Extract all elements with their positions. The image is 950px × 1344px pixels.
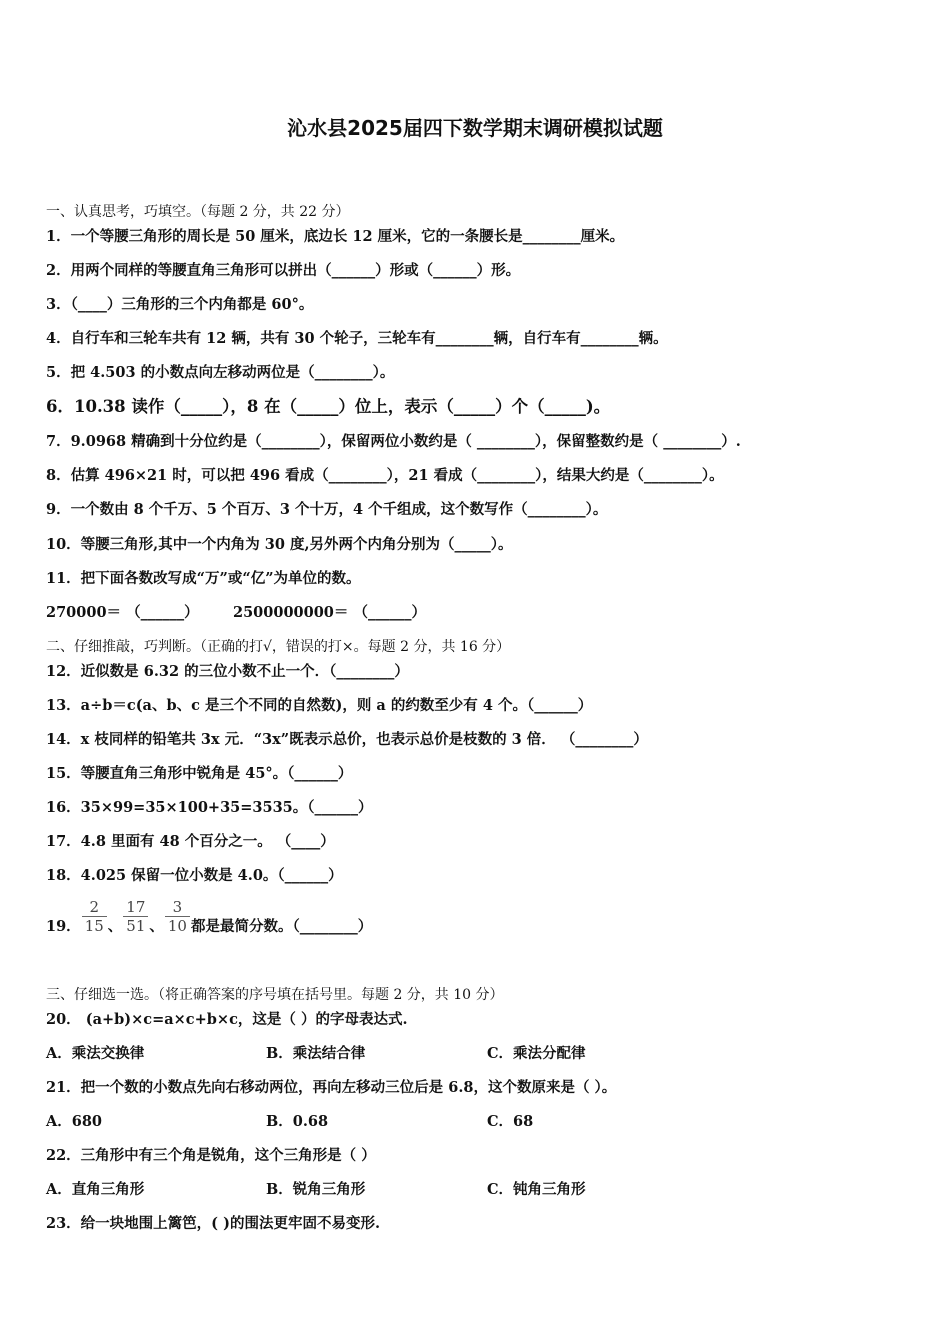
- question-16: 16．35×99=35×100+35=3535。（______）: [46, 799, 373, 816]
- question-19-number: 19．: [46, 918, 81, 935]
- option-c: C．乘法分配律: [487, 1045, 586, 1062]
- option-b: B．锐角三角形: [266, 1181, 366, 1198]
- fraction: [82, 898, 107, 935]
- fraction-numerator: 17: [123, 898, 148, 917]
- question-11-a: 270000＝ （______）: [46, 604, 199, 621]
- section3-header: 三、仔细选一选。（将正确答案的序号填在括号里。每题 2 分，共 10 分）: [46, 987, 504, 1003]
- question-9: 9．一个数由 8 个千万、5 个百万、3 个十万，4 个千组成，这个数写作（________）。: [46, 501, 608, 518]
- fraction-denominator: 10: [167, 917, 187, 935]
- option-b: B．0.68: [266, 1113, 329, 1130]
- question-11: 11．把下面各数改写成“万”或“亿”为单位的数。: [46, 570, 361, 587]
- fraction-denominator: 15: [84, 917, 104, 935]
- question-21: 21．把一个数的小数点先向右移动两位，再向左移动三位后是 6.8，这个数原来是（ ）。: [46, 1079, 617, 1096]
- option-b: B．乘法结合律: [266, 1045, 366, 1062]
- question-8: 8．估算 496×21 时，可以把 496 看成（________），21 看成（________），结果大约是（________）。: [46, 467, 724, 484]
- question-7: 7．9.0968 精确到十分位约是（________），保留两位小数约是（ ________），保留整数约是（ ________）.: [46, 433, 741, 450]
- page-title: 沁水县2025届四下数学期末调研模拟试题: [287, 116, 663, 140]
- fraction-numerator: 2: [82, 898, 107, 917]
- question-6: 6．10.38 读作（_____），8 在（_____）位上，表示（_____）个（_____)。: [46, 397, 611, 416]
- question-20: 20． (a+b)×c=a×c+b×c，这是（ ）的字母表达式.: [46, 1011, 408, 1028]
- fraction-denominator: 51: [126, 917, 146, 935]
- option-a: A．直角三角形: [46, 1181, 145, 1198]
- fraction-numerator: 3: [165, 898, 190, 917]
- question-23: 23．给一块地围上篱笆，( )的围法更牢固不易变形.: [46, 1215, 380, 1232]
- question-18: 18．4.025 保留一位小数是 4.0。（______）: [46, 867, 343, 884]
- question-15: 15．等腰直角三角形中锐角是 45°。（______）: [46, 765, 353, 782]
- fraction: [165, 898, 190, 935]
- section2-header: 二、仔细推敲，巧判断。（正确的打√，错误的打×。每题 2 分，共 16 分）: [46, 639, 511, 655]
- section1-header: 一、认真思考，巧填空。（每题 2 分，共 22 分）: [46, 204, 350, 220]
- option-c: C．68: [487, 1113, 534, 1130]
- fraction: [123, 898, 148, 935]
- question-5: 5．把 4.503 的小数点向左移动两位是（________）。: [46, 364, 395, 381]
- question-4: 4．自行车和三轮车共有 12 辆，共有 30 个轮子，三轮车有________辆，自行车有________辆。: [46, 330, 668, 347]
- question-11-b: 2500000000＝ （______）: [233, 604, 426, 621]
- question-14: 14．x 枝同样的铅笔共 3x 元．“3x”既表示总价，也表示总价是枝数的 3 倍． （________）: [46, 731, 648, 748]
- question-19-text: 都是最简分数。（________）: [190, 918, 373, 935]
- question-12: 12．近似数是 6.32 的三位小数不止一个．（________）: [46, 663, 409, 680]
- question-3: 3．（____）三角形的三个内角都是 60°。: [46, 296, 314, 313]
- separator: 、: [107, 918, 123, 935]
- question-1: 1．一个等腰三角形的周长是 50 厘米，底边长 12 厘米，它的一条腰长是________厘米。: [46, 228, 625, 245]
- question-10: 10．等腰三角形,其中一个内角为 30 度,另外两个内角分别为（_____）。: [46, 536, 513, 553]
- separator: 、: [149, 918, 164, 935]
- option-a: A．乘法交换律: [46, 1045, 145, 1062]
- question-2: 2．用两个同样的等腰直角三角形可以拼出（______）形或（______）形。: [46, 262, 521, 279]
- option-c: C．钝角三角形: [487, 1181, 586, 1198]
- question-17: 17．4.8 里面有 48 个百分之一。 （____）: [46, 833, 335, 850]
- question-22: 22．三角形中有三个角是锐角，这个三角形是（ ）: [46, 1147, 376, 1164]
- question-19: [46, 898, 372, 935]
- question-13: 13．a÷b＝c(a、b、c 是三个不同的自然数)，则 a 的约数至少有 4 个。（______）: [46, 697, 593, 714]
- option-a: A．680: [46, 1113, 103, 1130]
